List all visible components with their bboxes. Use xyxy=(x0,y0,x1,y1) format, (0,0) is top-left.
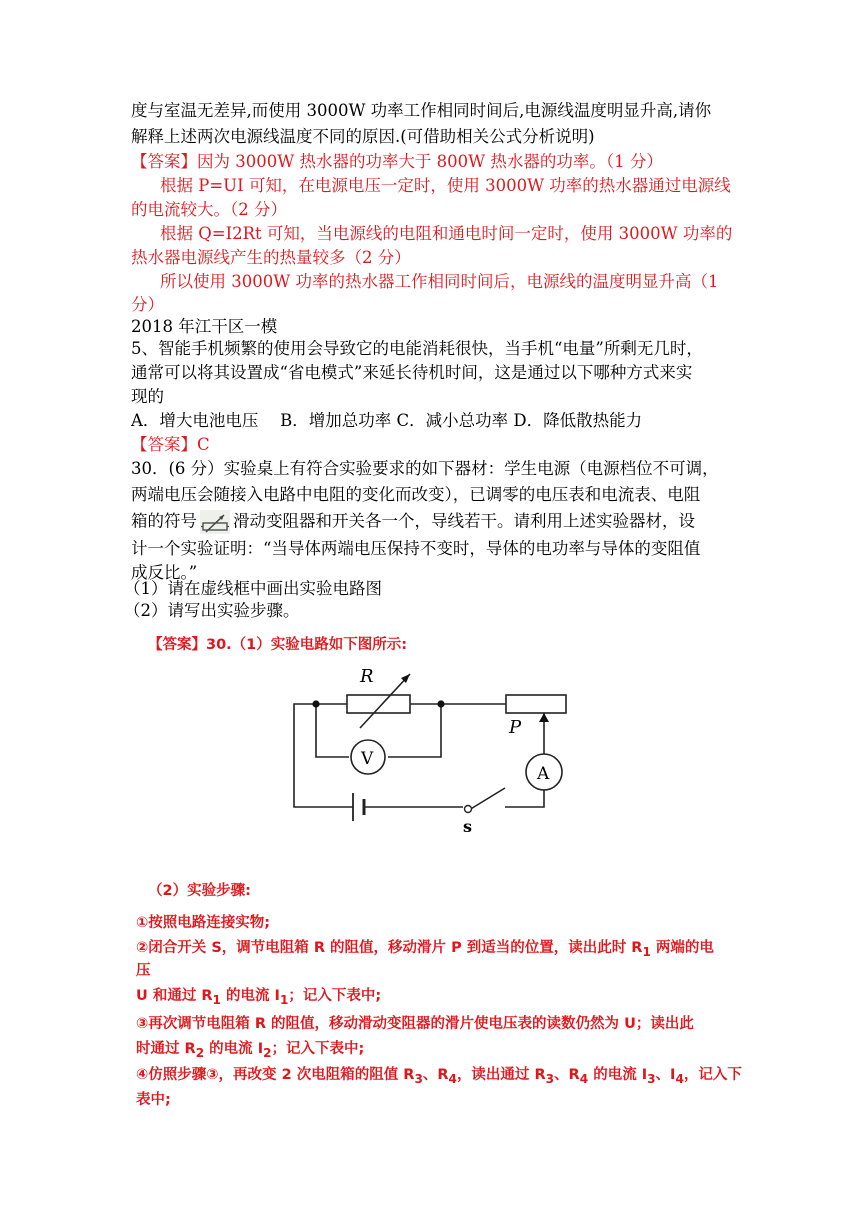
wire-right-bottom xyxy=(505,790,544,807)
switch-pivot xyxy=(465,806,472,813)
answer30-head: 【答案】30.（1）实验电路如下图所示: xyxy=(148,637,408,653)
slider-arrowhead xyxy=(539,713,549,722)
source-label: 2018 年江干区一模 xyxy=(131,317,278,336)
slide-rheostat xyxy=(506,695,566,713)
answer-prev-line-7: 分） xyxy=(131,295,164,314)
step-3: ③再次调节电阻箱 R 的阻值，移动滑动变阻器的滑片使电压表的读数仍然为 U；读出此 xyxy=(136,1016,694,1032)
wire-volt-right xyxy=(388,704,441,757)
q5-answer: 【答案】C xyxy=(131,435,210,454)
q30-line-2: 两端电压会随接入电路中电阻的变化而改变），已调零的电压表和电流表、电阻 xyxy=(131,485,701,504)
answer-prev-line-1: 【答案】因为 3000W 热水器的功率大于 800W 热水器的功率。（1 分） xyxy=(131,152,663,171)
junction-left xyxy=(312,700,319,707)
q30-line-3: 箱的符号 滑动变阻器和开关各一个，导线若干。请利用上述实验器材，设 xyxy=(131,510,741,534)
step-4: ④仿照步骤③，再改变 2 次电阻箱的阻值 $R_3$、$R_4$，读出通过 $R_3$、$R_4$ 的电流 $I_3$、$I_4$，记入下 xyxy=(136,1067,742,1086)
wire-volt-left xyxy=(316,704,349,757)
q30-sub-1: （1）请在虚线框中画出实验电路图 xyxy=(124,579,382,598)
steps-title: （2）实验步骤: xyxy=(148,883,251,899)
answer-prev-line-2: 根据 P=UI 可知，在电源电压一定时，使用 3000W 功率的热水器通过电源线 xyxy=(160,176,731,195)
step-2-cont: 压 xyxy=(136,963,151,979)
q30-line-1: 30．(6 分）实验桌上有符合实验要求的如下器材：学生电源（电源档位不可调， xyxy=(131,459,719,478)
resistance-box-symbol-icon xyxy=(200,510,230,534)
label-v: V xyxy=(361,749,374,769)
step-2-line-3: U 和通过 $R_1$ 的电流 $I_1$；记入下表中; xyxy=(136,988,382,1007)
q5-options: A．增大电池电压 B．增加总功率 C．减小总功率 D．降低散热能力 xyxy=(131,411,643,430)
step-3-cont: 时通过 $R_2$ 的电流 $I_2$；记入下表中; xyxy=(136,1041,365,1060)
step-4-cont: 表中; xyxy=(136,1092,171,1108)
q30-line-4: 计一个实验证明：“当导体两端电压保持不变时，导体的电功率与导体的变阻值 xyxy=(131,539,701,558)
label-p: P xyxy=(509,717,522,738)
label-r: R xyxy=(360,666,374,687)
answer-prev-line-3: 的电流较大。（2 分） xyxy=(131,200,287,219)
q5-line-2: 通常可以将其设置成“省电模式”来延长待机时间，这是通过以下哪种方式来实 xyxy=(131,363,693,382)
q5-line-3: 现的 xyxy=(131,387,164,406)
resistance-box-r xyxy=(347,695,410,713)
q5-line-1: 5、智能手机频繁的使用会导致它的电能消耗很快，当手机“电量”所剩无几时， xyxy=(131,339,703,358)
answer-prev-line-5: 热水器电源线产生的热量较多（2 分） xyxy=(131,248,411,267)
junction-right xyxy=(437,700,444,707)
answer-prev-line-6: 所以使用 3000W 功率的热水器工作相同时间后，电源线的温度明显升高（1 xyxy=(160,272,719,291)
switch-blade xyxy=(469,788,505,810)
answer-prev-line-4: 根据 Q=I2Rt 可知，当电源线的电阻和通电时间一定时，使用 3000W 功率的 xyxy=(160,224,733,243)
intro-line-2: 解释上述两次电源线温度不同的原因.(可借助相关公式分析说明) xyxy=(131,127,595,146)
step-2: ②闭合开关 S，调节电阻箱 R 的阻值，移动滑片 P 到适当的位置，读出此时 $R_1$ 两端的电 xyxy=(136,940,714,959)
wire-left xyxy=(294,704,353,807)
step-1: ①按照电路连接实物; xyxy=(136,915,271,931)
label-a: A xyxy=(537,764,550,784)
intro-line-1: 度与室温无差异,而使用 3000W 功率工作相同时间后,电源线温度明显升高,请你 xyxy=(131,101,712,120)
answer-label: 【答案】 xyxy=(131,152,197,171)
circuit-diagram xyxy=(280,660,580,840)
q30-line-5: 成反比。” xyxy=(131,563,198,582)
q30-sub-2: （2）请写出实验步骤。 xyxy=(124,601,300,620)
label-s: s xyxy=(463,817,473,836)
